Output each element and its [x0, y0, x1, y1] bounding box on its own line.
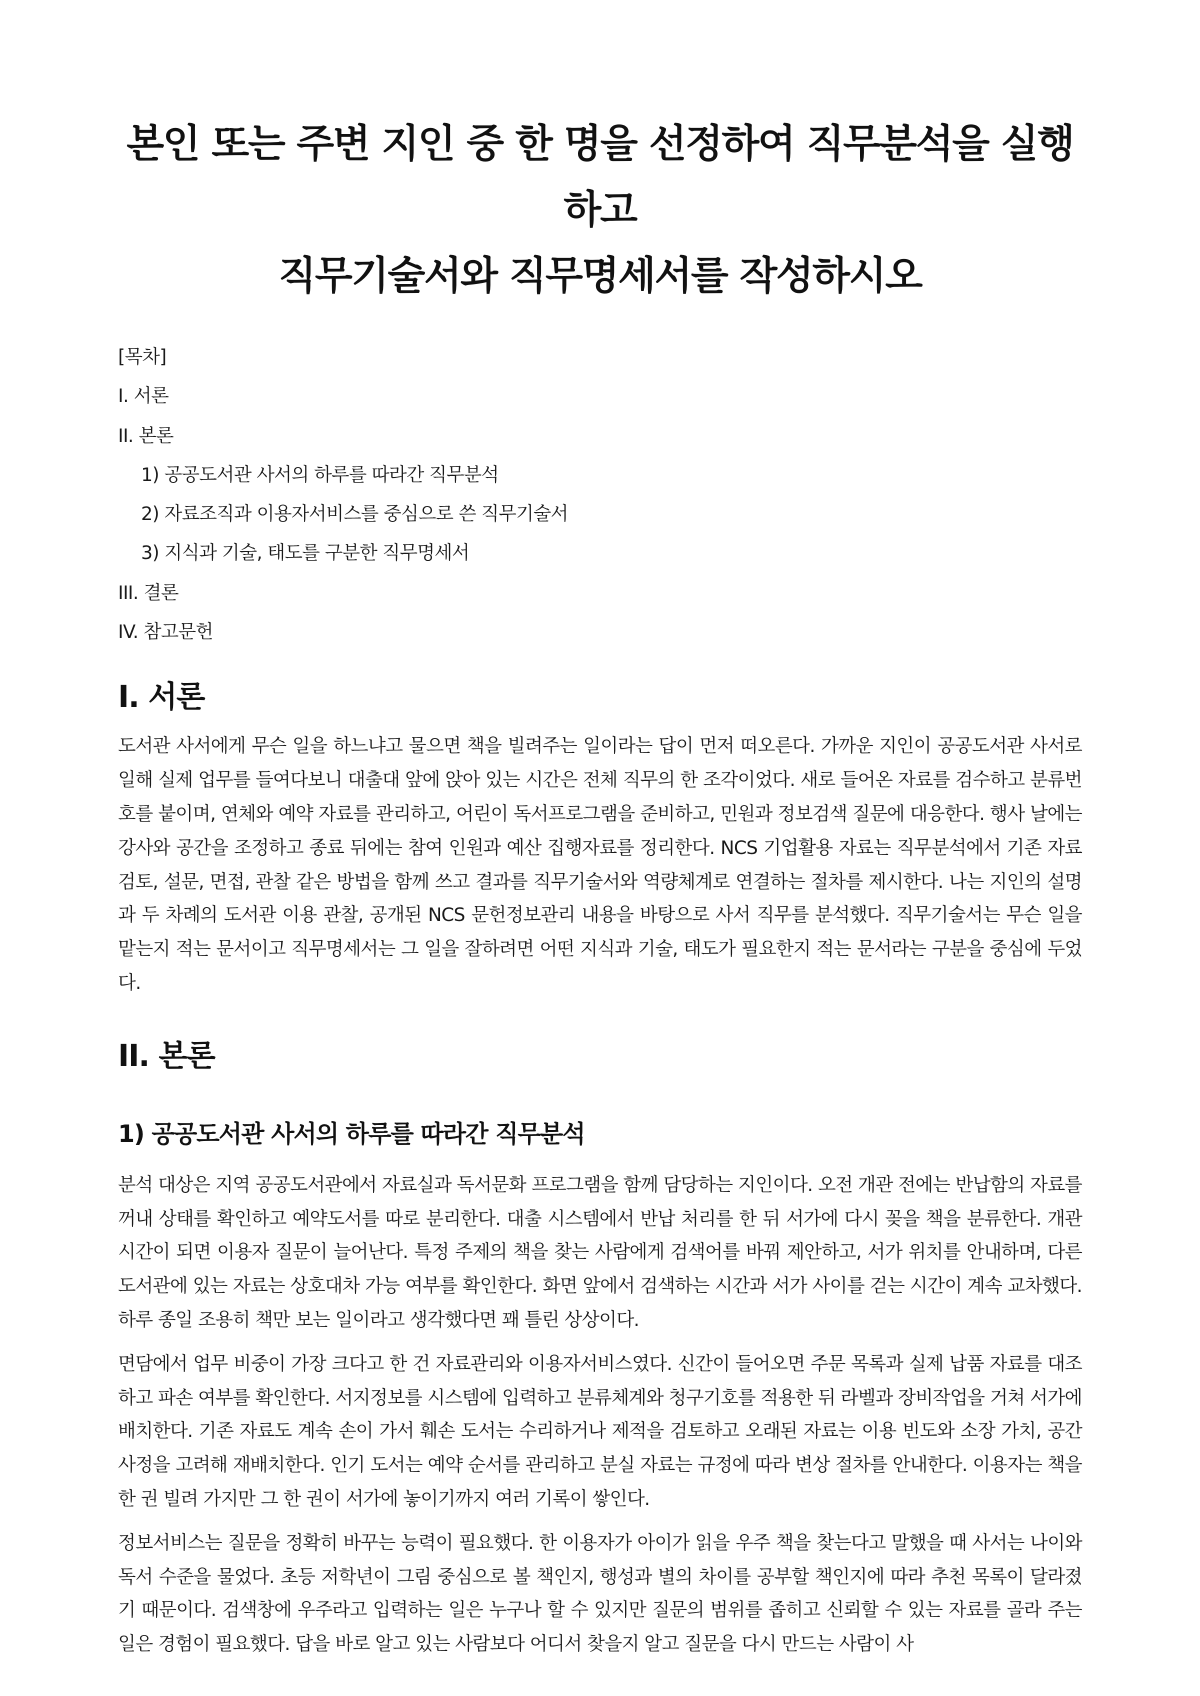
- subsection-heading-job-analysis: 1) 공공도서관 사서의 하루를 따라간 직무분석: [118, 1119, 585, 1148]
- toc-item-job-specification: 3) 지식과 기술, 태도를 구분한 직무명세서: [141, 543, 470, 565]
- toc-item-body: II. 본론: [118, 425, 174, 447]
- introduction-paragraph: 도서관 사서에게 무슨 일을 하느냐고 물으면 책을 빌려주는 일이라는 답이 먼저 떠오른다. 가까운 지인이 공공도서관 사서로 일해 실제 업무를 들여다보니 대출대 앞에 앉아 있는 시간은 전체 직무의 한 조각이었다. 새로 들어온 자료를 검수하고 분류번호를 붙이며, 연체와 예약 자료를 관리하고, 어린이 독서프로그램을 준비하고, 민원과 정보검색 질문에 대응한다. 행사 날에는 강사와 공간을 조정하고 종료 뒤에는 참여 인원과 예산 집행자료를 정리한다. NCS 기업활용 자료는 직무분석에서 기존 자료 검토, 설문, 면접, 관찰 같은 방법을 함께 쓰고 결과를 직무기술서와 역량체계로 연결하는 절차를 제시한다. 나는 지인의 설명과 두 차례의 도서관 이용 관찰, 공개된 NCS 문헌정보관리 내용을 바탕으로 사서 직무를 분석했다. 직무기술서는 무슨 일을 맡는지 적는 문서이고 직무명세서는 그 일을 잘하려면 어떤 지식과 기술, 태도가 필요한지 적는 문서라는 구분을 중심에 두었다.: [118, 736, 1082, 994]
- document-title-line-2: 직무기술서와 직무명세서를 작성하시오: [278, 254, 922, 299]
- toc-item-introduction: I. 서론: [118, 386, 169, 408]
- section-heading-body: II. 본론: [118, 1038, 215, 1074]
- toc-item-conclusion: III. 결론: [118, 582, 179, 604]
- body-paragraph: 정보서비스는 질문을 정확히 바꾸는 능력이 필요했다. 한 이용자가 아이가 읽을 우주 책을 찾는다고 말했을 때 사서는 나이와 독서 수준을 물었다. 초등 저학년이 그림 중심으로 볼 책인지, 행성과 별의 차이를 공부할 책인지에 따라 추천 목록이 달라졌기 때문이다. 검색창에 우주라고 입력하는 일은 누구나 할 수 있지만 질문의 범위를 좁히고 신뢰할 수 있는 자료를 골라 주는 일은 경험이 필요했다. 답을 바로 알고 있는 사람보다 어디서 찾을지 알고 질문을 다시 만드는 사람이 사: [118, 1532, 1082, 1656]
- toc-item-references: IV. 참고문헌: [118, 622, 213, 644]
- toc-label: [목차]: [118, 347, 167, 368]
- table-of-contents: [118, 338, 1082, 652]
- body-paragraph: 분석 대상은 지역 공공도서관에서 자료실과 독서문화 프로그램을 함께 담당하는 지인이다. 오전 개관 전에는 반납함의 자료를 꺼내 상태를 확인하고 예약도서를 따로 분리한다. 대출 시스템에서 반납 처리를 한 뒤 서가에 다시 꽂을 책을 분류한다. 개관 시간이 되면 이용자 질문이 늘어난다. 특정 주제의 책을 찾는 사람에게 검색어를 바꿔 제안하고, 서가 위치를 안내하며, 다른 도서관에 있는 자료는 상호대차 가능 여부를 확인한다. 화면 앞에서 검색하는 시간과 서가 사이를 걷는 시간이 계속 교차했다. 하루 종일 조용히 책만 보는 일이라고 생각했다면 꽤 틀린 상상이다.: [118, 1174, 1082, 1331]
- document-title-line-1: 본인 또는 주변 지인 중 한 명을 선정하여 직무분석을 실행하고: [126, 122, 1074, 233]
- document-title: [118, 112, 1082, 310]
- body-paragraph: 면담에서 업무 비중이 가장 크다고 한 건 자료관리와 이용자서비스였다. 신간이 들어오면 주문 목록과 실제 납품 자료를 대조하고 파손 여부를 확인한다. 서지정보를 시스템에 입력하고 분류체계와 청구기호를 적용한 뒤 라벨과 장비작업을 거쳐 서가에 배치한다. 기존 자료도 계속 손이 가서 훼손 도서는 수리하거나 제적을 검토하고 오래된 자료는 이용 빈도와 소장 가치, 공간 사정을 고려해 재배치한다. 인기 도서는 예약 순서를 관리하고 분실 자료는 규정에 따라 변상 절차를 안내한다. 이용자는 책을 한 권 빌려 가지만 그 한 권이 서가에 놓이기까지 여러 기록이 쌓인다.: [118, 1353, 1082, 1510]
- section-heading-introduction: I. 서론: [118, 680, 205, 716]
- toc-item-job-description: 2) 자료조직과 이용자서비스를 중심으로 쓴 직무기술서: [141, 504, 569, 526]
- toc-item-job-analysis: 1) 공공도서관 사서의 하루를 따라간 직무분석: [141, 464, 499, 486]
